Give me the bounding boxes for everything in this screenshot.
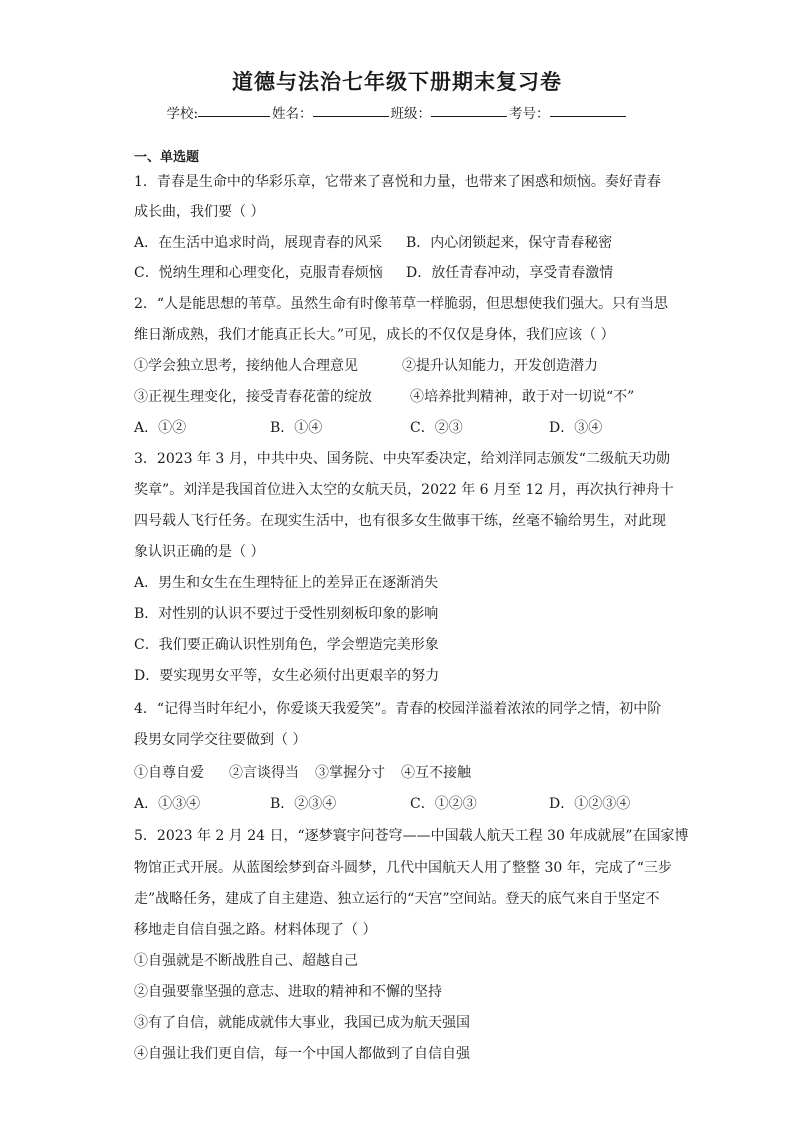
q4-item-2: ②言谈得当 (229, 765, 299, 781)
class-label: 班级： (390, 106, 432, 122)
q4-option-b[interactable]: B．②③④ (270, 796, 337, 812)
q4-stem-line-1: 4．“记得当时年纪小，你爱谈天我爱笑”。青春的校园洋溢着浓浓的同学之情，初中阶 (134, 701, 662, 717)
q3-option-d[interactable]: D．要实现男女平等，女生必须付出更艰辛的努力 (134, 668, 440, 684)
name-label: 姓名： (272, 106, 313, 122)
q4-item-4: ④互不接触 (401, 765, 471, 781)
q1-stem-line-1: 1．青春是生命中的华彩乐章，它带来了喜悦和力量，也带来了困惑和烦恼。奏好青春 (134, 174, 661, 190)
q2-item-3: ③正视生理变化，接受青春花蕾的绽放 (134, 389, 372, 405)
q5-stem-line-3: 走”战略任务，建成了自主建造、独立运行的“天宫”空间站。登天的底气来自于坚定不 (134, 891, 660, 907)
q5-item-3: ③有了自信，就能成就伟大事业，我国已成为航天强国 (134, 1015, 470, 1031)
q2-item-1: ①学会独立思考，接纳他人合理意见 (134, 358, 358, 374)
q2-item-2: ②提升认知能力，开发创造潜力 (402, 358, 598, 374)
number-label: 考号： (509, 106, 550, 122)
q4-stem-line-2: 段男女同学交往要做到（ ） (134, 732, 307, 748)
number-blank[interactable] (550, 102, 626, 117)
q5-item-2: ②自强要靠坚强的意志、进取的精神和不懈的坚持 (134, 984, 442, 1000)
q5-stem-line-1: 5．2023 年 2 月 24 日，“逐梦寰宇问苍穹——中国载人航天工程 30 年成就展”在国家博 (134, 828, 689, 844)
q3-stem-line-1: 3．2023 年 3 月，中共中央、国务院、中央军委决定，给刘洋同志颁发“二级航天功勋 (134, 451, 670, 467)
q1-option-d[interactable]: D．放任青春冲动，享受青春激情 (406, 265, 614, 281)
q3-stem-line-4: 象认识正确的是（ ） (134, 544, 265, 560)
q4-item-3: ③掌握分寸 (315, 765, 385, 781)
q4-option-a[interactable]: A．①③④ (134, 796, 201, 812)
q2-option-b[interactable]: B．①④ (270, 420, 323, 436)
q3-option-a[interactable]: A．男生和女生在生理特征上的差异正在逐渐消失 (134, 575, 439, 591)
q2-option-c[interactable]: C．②③ (410, 420, 463, 436)
exam-title: 道德与法治七年级下册期末复习卷 (232, 69, 562, 94)
q1-option-c[interactable]: C．悦纳生理和心理变化，克服青春烦恼 (134, 265, 383, 281)
q1-option-a[interactable]: A．在生活中追求时尚，展现青春的风采 (134, 235, 383, 251)
q2-option-a[interactable]: A．①② (134, 420, 187, 436)
student-info-line (0, 102, 794, 122)
q2-stem-line-1: 2．“人是能思想的苇草。虽然生命有时像苇草一样脆弱，但思想使我们强大。只有当思 (134, 296, 669, 312)
q3-option-c[interactable]: C．我们要正确认识性别角色，学会塑造完美形象 (134, 637, 439, 653)
q4-item-1: ①自尊自爱 (134, 765, 204, 781)
class-blank[interactable] (431, 102, 507, 117)
name-blank[interactable] (313, 102, 389, 117)
q2-stem-line-2: 维日渐成熟，我们才能真正长大。”可见，成长的不仅仅是身体，我们应该（ ） (134, 327, 615, 343)
q2-item-4: ④培养批判精神，敢于对一切说“不” (410, 389, 635, 405)
q5-item-1: ①自强就是不断战胜自己、超越自己 (134, 953, 358, 969)
school-blank[interactable] (198, 102, 270, 117)
school-label: 学校: (166, 106, 199, 122)
section-heading: 一、单选题 (134, 150, 200, 165)
q4-option-d[interactable]: D．①②③④ (549, 796, 631, 812)
q5-stem-line-4: 移地走自信自强之路。材料体现了（ ） (134, 922, 377, 938)
q5-item-4: ④自强让我们更自信，每一个中国人都做到了自信自强 (134, 1046, 470, 1062)
q1-option-b[interactable]: B．内心闭锁起来，保守青春秘密 (406, 235, 613, 251)
q1-stem-line-2: 成长曲，我们要（ ） (134, 204, 265, 220)
q5-stem-line-2: 物馆正式开展。从蓝图绘梦到奋斗圆梦，几代中国航天人用了整整 30 年，完成了“三步 (134, 860, 672, 876)
q2-option-d[interactable]: D．③④ (549, 420, 603, 436)
q4-option-c[interactable]: C．①②③ (410, 796, 477, 812)
q3-option-b[interactable]: B．对性别的认识不要过于受性别刻板印象的影响 (134, 606, 439, 622)
q3-stem-line-3: 四号载人飞行任务。在现实生活中，也有很多女生做事干练，丝毫不输给男生，对此现 (134, 513, 666, 529)
q3-stem-line-2: 奖章”。刘洋是我国首位进入太空的女航天员，2022 年 6 月至 12 月，再次执行神舟十 (134, 482, 674, 498)
